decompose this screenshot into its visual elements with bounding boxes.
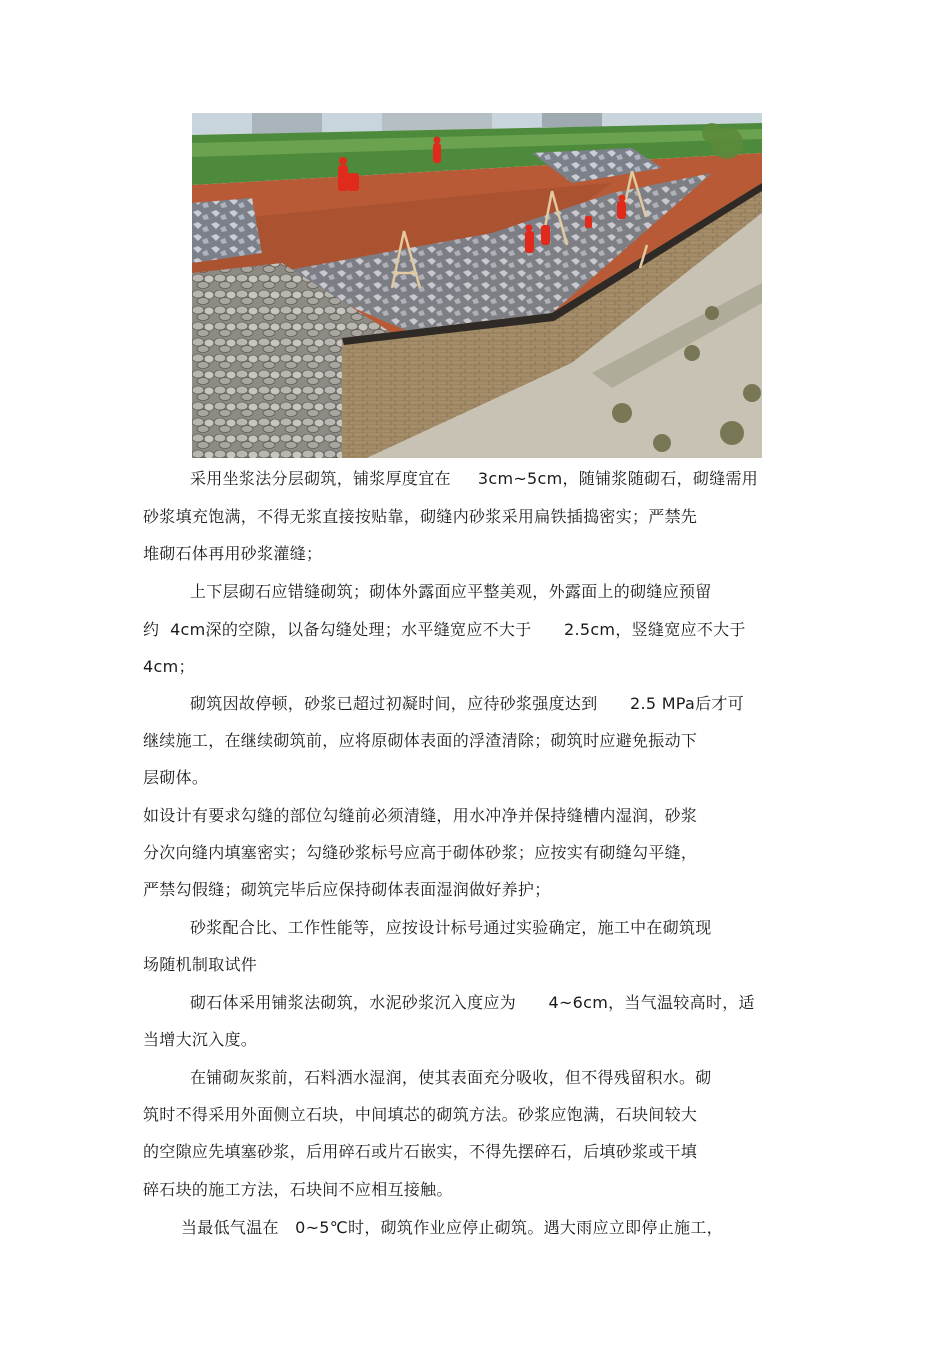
text-line: 继续施工，在继续砌筑前，应将原砌体表面的浮渣清除；砌筑时应避免振动下: [143, 731, 698, 750]
text-line: 约 4cm深的空隙，以备勾缝处理；水平缝宽应不大于 2.5cm，竖缝宽应不大于: [143, 620, 746, 639]
text-line: 层砌体。: [143, 768, 209, 787]
text-line: 砂浆填充饱满，不得无浆直接按贴靠，砌缝内砂浆采用扁铁插捣密实；严禁先: [143, 507, 698, 526]
text-line: 在铺砌灰浆前，石料洒水湿润，使其表面充分吸收，但不得残留积水。砌: [190, 1068, 712, 1087]
text-line: 分次向缝内填塞密实；勾缝砂浆标号应高于砌体砂浆；应按实有砌缝勾平缝，: [143, 843, 698, 862]
text-line: 的空隙应先填塞砂浆，后用碎石或片石嵌实，不得先摆碎石，后填砂浆或干填: [143, 1142, 698, 1161]
text-line: 场随机制取试件: [143, 955, 258, 974]
masonry-wall-illustration: [192, 113, 762, 458]
construction-photo: [192, 113, 762, 458]
text-line: 如设计有要求勾缝的部位勾缝前必须清缝，用水冲净并保持缝槽内湿润，砂浆: [143, 806, 698, 825]
text-line: 堆砌石体再用砂浆灌缝；: [143, 544, 323, 563]
text-line: 采用坐浆法分层砌筑，铺浆厚度宜在 3cm~5cm，随铺浆随砌石，砌缝需用: [190, 469, 759, 488]
text-line: 当增大沉入度。: [143, 1030, 258, 1049]
text-line: 4cm；: [143, 657, 195, 676]
text-line: 严禁勾假缝；砌筑完毕后应保持砌体表面湿润做好养护；: [143, 880, 551, 899]
text-line: 砌筑因故停顿，砂浆已超过初凝时间，应待砂浆强度达到 2.5 MPa后才可: [190, 694, 745, 713]
text-line: 当最低气温在 0~5℃时，砌筑作业应停止砌筑。遇大雨应立即停止施工，: [181, 1218, 723, 1237]
text-line: 碎石块的施工方法，石块间不应相互接触。: [143, 1180, 453, 1199]
text-line: 上下层砌石应错缝砌筑；砌体外露面应平整美观，外露面上的砌缝应预留: [190, 582, 712, 601]
text-line: 筑时不得采用外面侧立石块，中间填芯的砌筑方法。砂浆应饱满，石块间较大: [143, 1105, 698, 1124]
text-line: 砂浆配合比、工作性能等，应按设计标号通过实验确定，施工中在砌筑现: [190, 918, 712, 937]
text-line: 砌石体采用铺浆法砌筑，水泥砂浆沉入度应为 4~6cm，当气温较高时，适: [190, 993, 755, 1012]
